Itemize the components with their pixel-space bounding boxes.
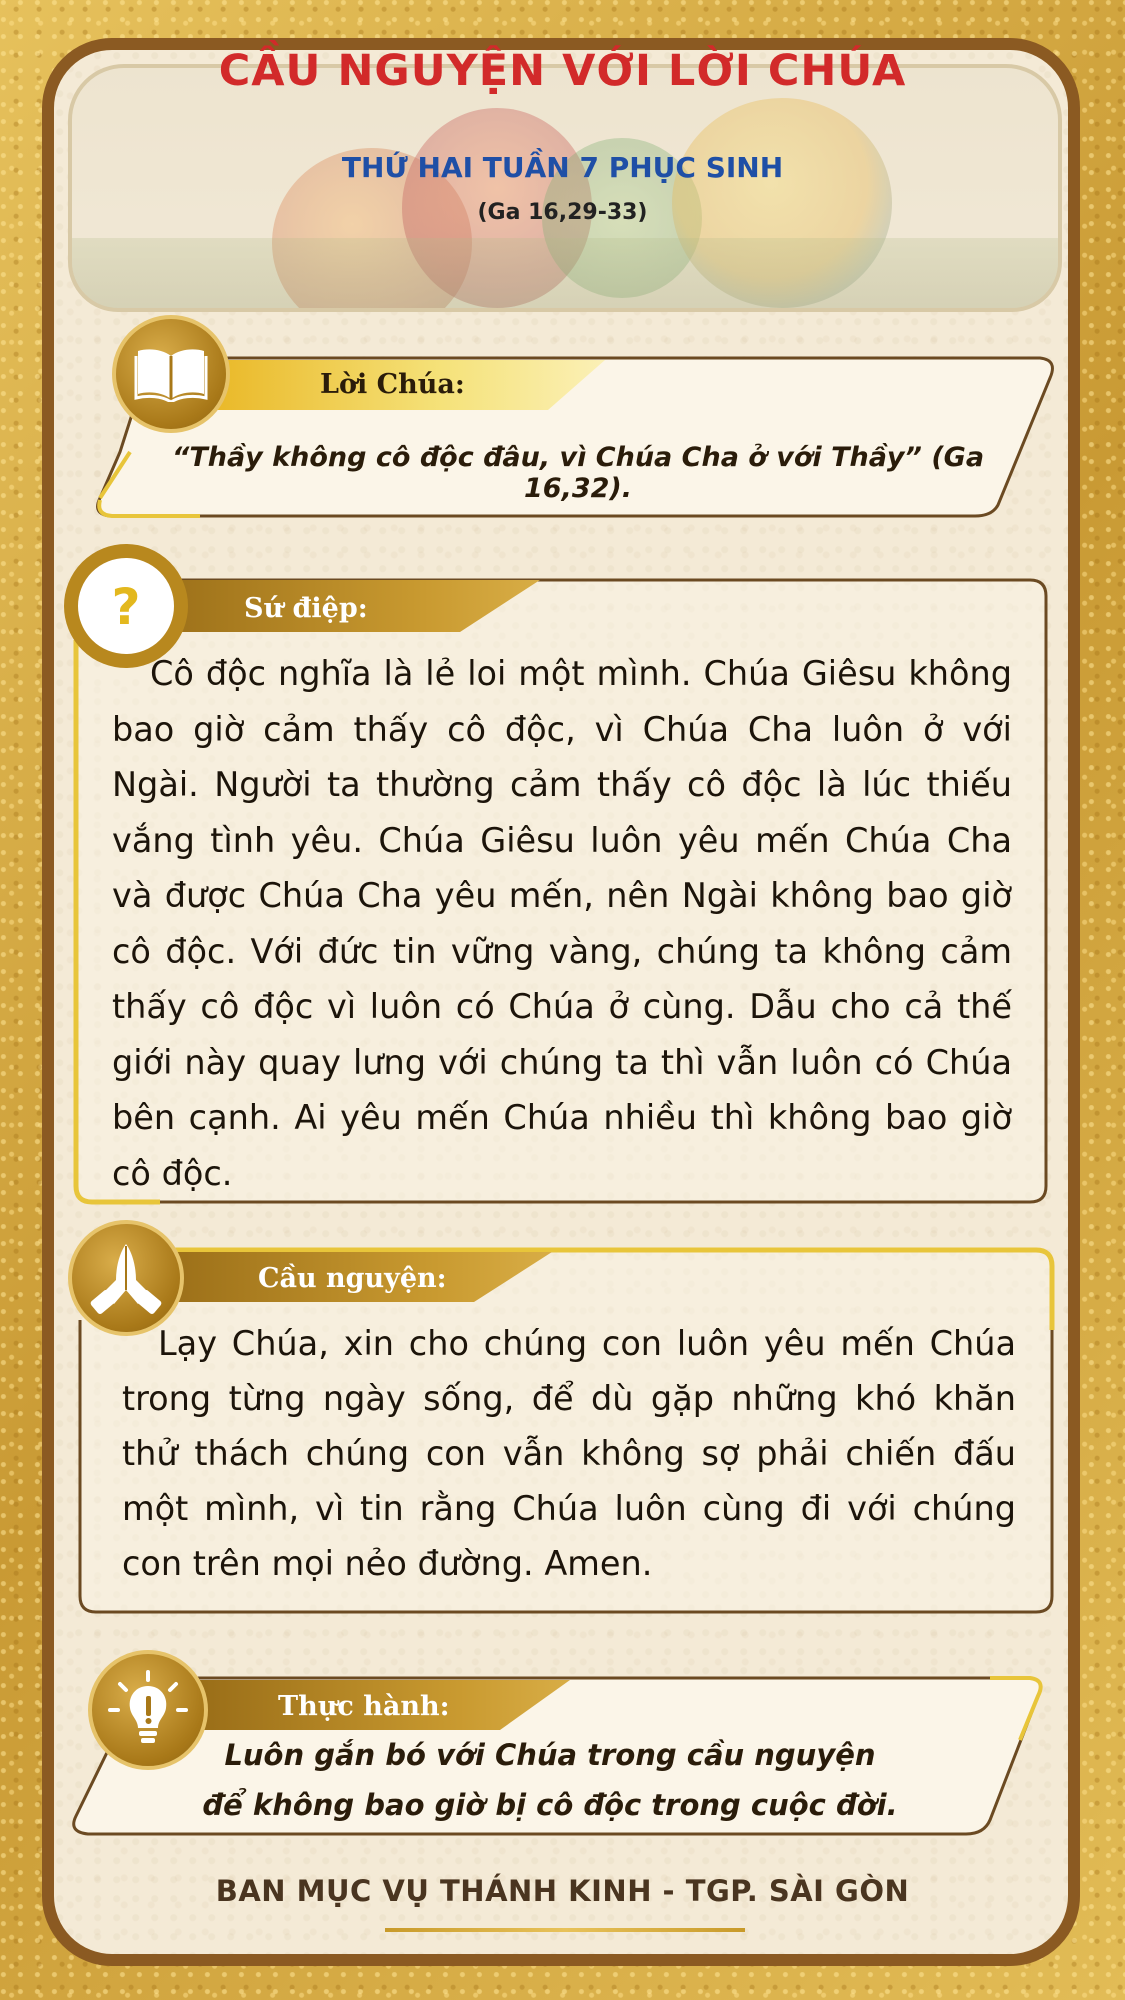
footer-underline xyxy=(385,1928,745,1932)
svg-text:?: ? xyxy=(111,578,141,636)
practice-text xyxy=(120,1730,980,1830)
practice-line-2: để không bao giờ bị cô độc trong cuộc đời. xyxy=(202,1788,898,1822)
prayer-text: Lạy Chúa, xin cho chúng con luôn yêu mến Chúa trong từng ngày sống, để dù gặp những khó khăn thử thách chúng con vẫn không sợ phải chiến đấu một mình, vì tin rằng Chúa luôn cùng đi với chúng con trên mọi nẻo đường. Amen. xyxy=(122,1324,1016,1583)
prayer-label-text: Cầu nguyện: xyxy=(258,1262,447,1294)
word-label: Lời Chúa: xyxy=(320,369,465,400)
word-quote: “Thầy không cô độc đâu, vì Chúa Cha ở với Thầy” (Ga 16,32). xyxy=(171,442,985,504)
prayer-label xyxy=(258,1252,447,1304)
scripture-reference: (Ga 16,29-33) xyxy=(477,200,648,225)
open-book-icon xyxy=(134,346,208,402)
message-text: Cô độc nghĩa là lẻ loi một mình. Chúa Giêsu không bao giờ cảm thấy cô độc, vì Chúa Cha luôn ở với Ngài. Người ta thường cảm thấy cô độc là lúc thiếu vắng tình yêu. Chúa Giêsu luôn yêu mến Chúa Cha và được Chúa Cha yêu mến, nên Ngài không bao giờ cô độc. Với đức tin vững vàng, chúng ta không cảm thấy cô độc vì luôn có Chúa ở cùng. Dẫu cho cả thế giới này quay lưng với chúng ta thì vẫn luôn có Chúa bên cạnh. Ai yêu mến Chúa nhiều thì không bao giờ cô độc. xyxy=(112,654,1012,1193)
practice-line-1: Luôn gắn bó với Chúa trong cầu nguyện xyxy=(224,1738,876,1772)
footer-credit: BAN MỤC VỤ THÁNH KINH - TGP. SÀI GÒN xyxy=(215,1874,910,1908)
liturgical-day: THỨ HAI TUẦN 7 PHỤC SINH xyxy=(341,151,784,184)
practice-label xyxy=(278,1680,450,1732)
page-title: CẦU NGUYỆN VỚI LỜI CHÚA xyxy=(218,46,907,96)
message-label xyxy=(244,582,368,634)
praying-hands-icon xyxy=(86,1238,166,1318)
question-mark-icon xyxy=(96,576,156,636)
word-badge xyxy=(112,315,230,433)
message-label-text: Sứ điệp: xyxy=(244,592,368,624)
practice-label-text: Thực hành: xyxy=(278,1690,450,1722)
